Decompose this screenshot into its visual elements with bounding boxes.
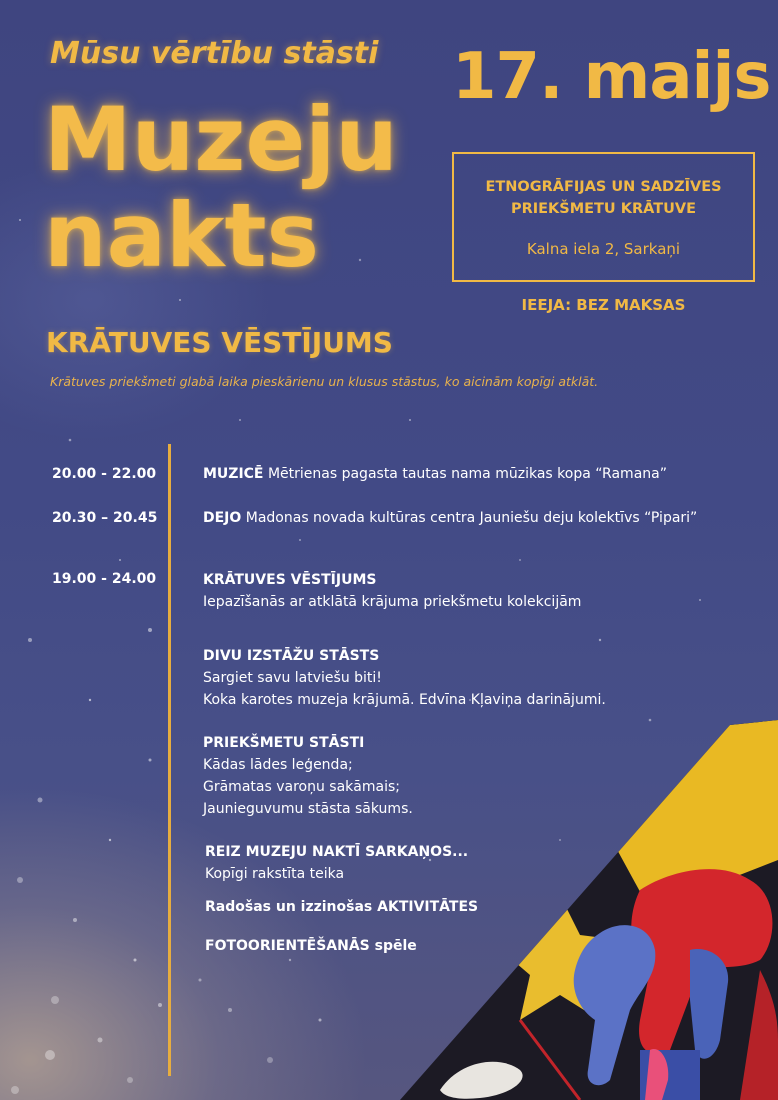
program-item bbox=[203, 645, 606, 711]
poster-title bbox=[44, 88, 398, 287]
program-heading: PRIEKŠMETU STĀSTI bbox=[203, 735, 365, 751]
title-line-1: Muzeju bbox=[44, 88, 398, 191]
schedule-label: MUZICĒ bbox=[203, 466, 264, 482]
title-line-2: nakts bbox=[44, 184, 319, 287]
schedule-text: Iepazīšanās ar atklātā krājuma priekšmetu kolekcijām bbox=[203, 594, 582, 610]
schedule-label: DEJO bbox=[203, 510, 242, 526]
section-intro: Krātuves priekšmeti glabā laika pieskārienu un klusus stāstus, ko aicinām kopīgi atklāt. bbox=[50, 374, 599, 389]
program-line: Grāmatas varoņu sakāmais; bbox=[203, 779, 400, 795]
program-line: Sargiet savu latviešu biti! bbox=[203, 670, 382, 686]
tapestry-artwork bbox=[400, 720, 778, 1100]
program-heading: Radošas un izzinošas AKTIVITĀTES bbox=[205, 899, 479, 915]
program-heading: FOTOORIENTĒŠANĀS spēle bbox=[205, 938, 417, 954]
section-heading: KRĀTUVES VĒSTĪJUMS bbox=[46, 326, 393, 359]
timeline-divider bbox=[168, 444, 171, 1076]
schedule-label: KRĀTUVES VĒSTĪJUMS bbox=[203, 572, 377, 588]
schedule-entry bbox=[203, 510, 697, 526]
schedule-time: 20.00 - 22.00 bbox=[52, 466, 157, 482]
program-item bbox=[203, 732, 413, 820]
program-line: Kādas lādes leģenda; bbox=[203, 757, 353, 773]
program-line: Kopīgi rakstīta teika bbox=[205, 866, 345, 882]
schedule-entry bbox=[203, 466, 667, 482]
schedule-entry bbox=[203, 569, 581, 613]
program-heading: DIVU IZSTĀŽU STĀSTS bbox=[203, 648, 380, 664]
schedule-time: 20.30 – 20.45 bbox=[52, 510, 158, 526]
program-line: Jaunieguvumu stāsta sākums. bbox=[203, 801, 413, 817]
venue-address: Kalna iela 2, Sarkaņi bbox=[526, 240, 681, 258]
event-date: 17. maijs bbox=[452, 40, 771, 114]
schedule-time: 19.00 - 24.00 bbox=[52, 571, 157, 587]
poster-subtitle: Mūsu vērtību stāsti bbox=[50, 36, 379, 71]
venue-name: ETNOGRĀFIJAS UN SADZĪVES PRIEKŠMETU KRĀTUVE bbox=[485, 179, 722, 217]
schedule-text: Madonas novada kultūras centra Jauniešu deju kolektīvs “Pipari” bbox=[245, 510, 698, 526]
program-line: Koka karotes muzeja krājumā. Edvīna Kļaviņa darinājumi. bbox=[203, 692, 606, 708]
entry-fee: IEEJA: BEZ MAKSAS bbox=[521, 296, 686, 314]
venue-box bbox=[452, 152, 755, 282]
schedule-text: Mētrienas pagasta tautas nama mūzikas kopa “Ramana” bbox=[267, 466, 667, 482]
program-heading: REIZ MUZEJU NAKTĪ SARKAŅOS... bbox=[205, 844, 469, 860]
